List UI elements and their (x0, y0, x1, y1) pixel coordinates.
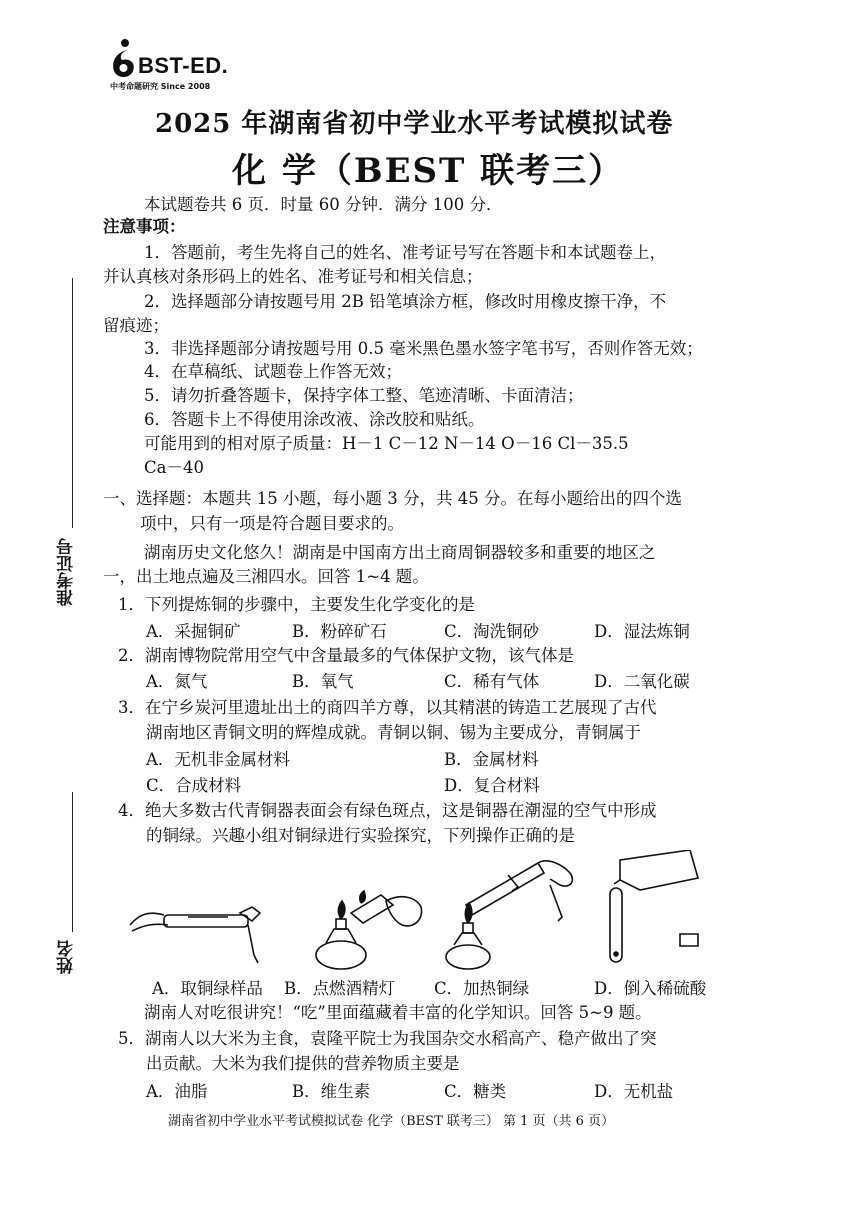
notice-item: 3．非选择题部分请按题号用 0.5 毫米黑色墨水签字笔书写，否则作答无效； (144, 339, 703, 358)
question-stem: 的铜绿。兴趣小组对铜绿进行实验探究，下列操作正确的是 (146, 826, 575, 845)
section-heading: 项中，只有一项是符合题目要求的。 (140, 514, 404, 533)
subject-title: 化 学（BEST 联考三） (232, 151, 625, 191)
section-heading: 一、选择题：本题共 15 小题，每小题 3 分，共 45 分。在每小题给出的四个选 (103, 489, 682, 508)
pouring-acid-illustration (600, 850, 710, 974)
option: A．氮气 (146, 672, 208, 691)
option: A．油脂 (146, 1082, 208, 1101)
context-text: 湖南历史文化悠久！湖南是中国南方出土商周铜器较多和重要的地区之 (144, 543, 656, 562)
option: D．复合材料 (444, 776, 540, 795)
question-stem: 湖南地区青铜文明的辉煌成就。青铜以铜、锡为主要成分，青铜属于 (146, 723, 641, 742)
notice-item: 并认真核对条形码上的姓名、准考证号和相关信息； (103, 267, 483, 286)
alcohol-lamp-illustration (306, 885, 431, 973)
option: B．维生素 (292, 1082, 371, 1101)
option: B．粉碎矿石 (292, 622, 387, 641)
logo-name: BST-ED. (138, 53, 229, 78)
option: C．淘洗铜砂 (444, 622, 540, 641)
option: B．点燃酒精灯 (284, 979, 396, 998)
heating-tube-illustration (438, 845, 588, 973)
option: D．倒入稀硫酸 (594, 979, 707, 998)
option: A．无机非金属材料 (146, 750, 290, 769)
notice-item: 1．答题前，考生先将自己的姓名、准考证号写在答题卡和本试题卷上， (144, 243, 666, 262)
atomic-mass-line: 可能用到的相对原子质量：H－1 C－12 N－14 O－16 Cl－35.5 (144, 434, 629, 453)
name-line (72, 792, 73, 932)
question-stem: 1．下列提炼铜的步骤中，主要发生化学变化的是 (118, 595, 475, 614)
question-stem: 4．绝大多数古代青铜器表面会有绿色斑点，这是铜器在潮湿的空气中形成 (118, 801, 657, 820)
context-text: 湖南人对吃很讲究！“吃”里面蕴藏着丰富的化学知识。回答 5~9 题。 (144, 1003, 652, 1022)
option: C．稀有气体 (444, 672, 540, 691)
atomic-mass-line: Ca－40 (144, 458, 204, 477)
page-footer: 湖南省初中学业水平考试模拟试卷 化学（BEST 联考三） 第 1 页（共 6 页） (168, 1114, 615, 1129)
question-stem: 5．湖南人以大米为主食，袁隆平院士为我国杂交水稻高产、稳产做出了突 (118, 1029, 657, 1048)
question-stem: 出贡献。大米为我们提供的营养物质主要是 (146, 1054, 460, 1073)
option: B．氧气 (292, 672, 354, 691)
option: A．采掘铜矿 (146, 622, 241, 641)
intro-text: 本试题卷共 6 页．时量 60 分钟．满分 100 分． (144, 195, 503, 214)
option: C．糖类 (444, 1082, 507, 1101)
option: D．二氧化碳 (594, 672, 690, 691)
notice-item: 留痕迹； (103, 316, 169, 335)
sample-tube-illustration (128, 885, 276, 965)
name-label: 姓名 (57, 940, 77, 974)
option: A．取铜绿样品 (152, 979, 263, 998)
notice-item: 6．答题卡上不得使用涂改液、涂改胶和贴纸。 (144, 410, 485, 429)
context-text: 一，出土地点遍及三湘四水。回答 1~4 题。 (103, 567, 429, 586)
option: D．湿法炼铜 (594, 622, 690, 641)
notice-heading: 注意事项： (103, 217, 186, 236)
notice-item: 5．请勿折叠答题卡，保持字体工整、笔迹清晰、卡面清洁； (144, 386, 584, 405)
bst-logo-icon (108, 38, 138, 80)
page-title: 2025 年湖南省初中学业水平考试模拟试卷 (155, 109, 674, 139)
option: D．无机盐 (594, 1082, 674, 1101)
notice-item: 2．选择题部分请按题号用 2B 铅笔填涂方框，修改时用橡皮擦干净，不 (144, 292, 667, 311)
logo-tagline: 中考命题研究 Since 2008 (110, 82, 211, 91)
question-stem: 2．湖南博物院常用空气中含量最多的气体保护文物，该气体是 (118, 646, 574, 665)
option: B．金属材料 (444, 750, 539, 769)
notice-item: 4．在草稿纸、试题卷上作答无效； (144, 362, 402, 381)
exam-no-line (72, 278, 73, 528)
option: C．合成材料 (146, 776, 242, 795)
exam-no-label: 准考证号 (57, 538, 77, 606)
option: C．加热铜绿 (434, 979, 530, 998)
question-stem: 3．在宁乡炭河里遗址出土的商四羊方尊，以其精湛的铸造工艺展现了古代 (118, 698, 657, 717)
